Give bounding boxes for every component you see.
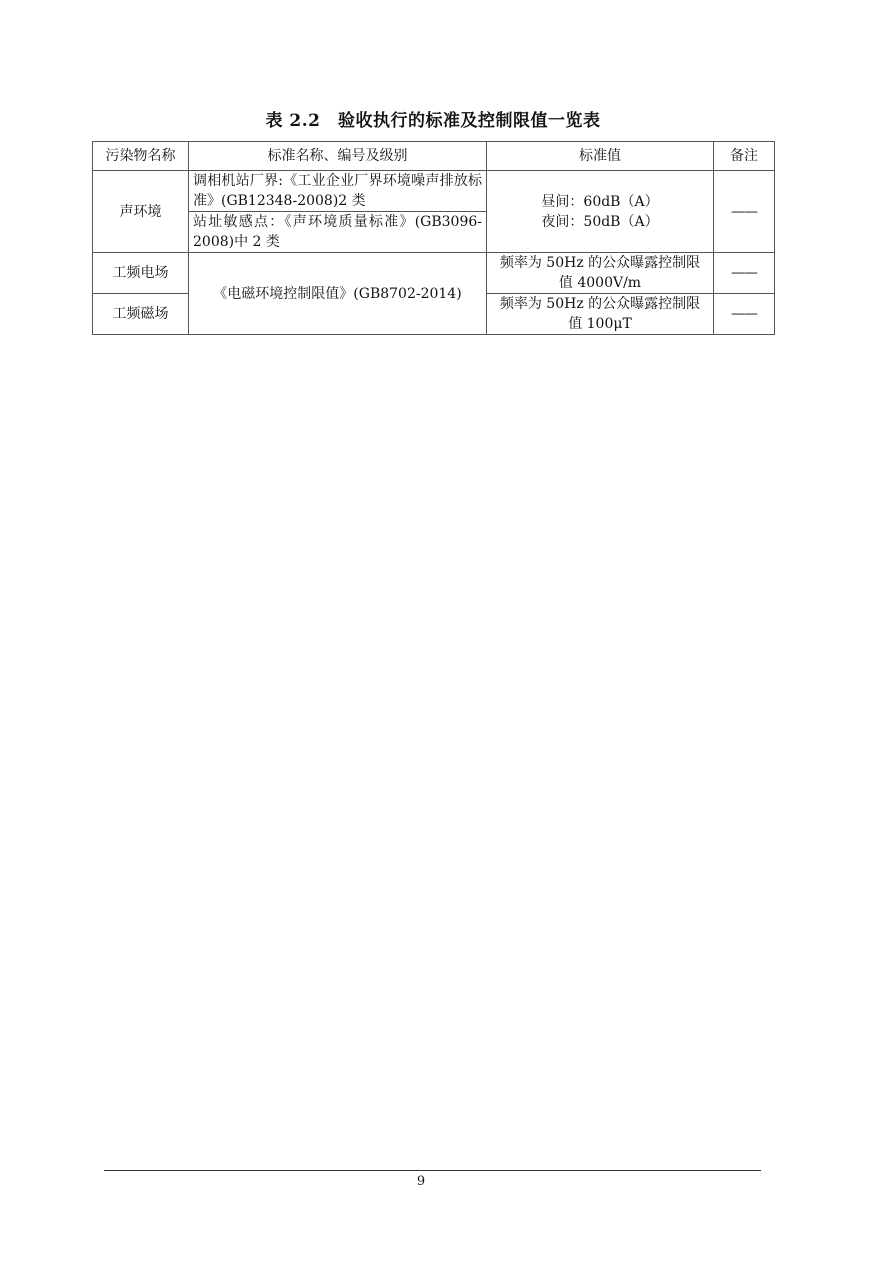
standards-table [92, 141, 775, 335]
table-row-electric-field [93, 253, 775, 294]
cell-electric-name: 工频电场 [93, 253, 189, 294]
header-standard: 标准名称、编号及级别 [189, 142, 487, 171]
cell-noise-value [487, 171, 714, 253]
magnetic-value-line1: 频率为 50Hz 的公众曝露控制限 [499, 296, 701, 312]
header-value: 标准值 [487, 142, 714, 171]
header-remark: 备注 [714, 142, 775, 171]
table-title: 表 2.2 验收执行的标准及控制限值一览表 [265, 111, 601, 131]
cell-noise-remark: —— [714, 171, 775, 253]
cell-electric-remark: —— [714, 253, 775, 294]
cell-magnetic-remark: —— [714, 294, 775, 335]
electric-value-line1: 频率为 50Hz 的公众曝露控制限 [499, 255, 701, 271]
footer-divider [104, 1170, 761, 1171]
cell-em-standard: 《电磁环境控制限值》(GB8702-2014) [189, 253, 487, 335]
cell-magnetic-name: 工频磁场 [93, 294, 189, 335]
page-number: 9 [416, 1174, 426, 1189]
table-header-row [93, 142, 775, 171]
cell-noise-standard-sensitive: 站址敏感点：《声环境质量标准》(GB3096-2008)中 2 类 [189, 212, 487, 253]
table-row-noise-boundary [93, 171, 775, 212]
noise-value-night: 夜间：50dB（A） [541, 213, 659, 230]
electric-value-line2: 值 4000V/m [558, 275, 642, 291]
magnetic-value-line2: 值 100μT [568, 316, 632, 332]
cell-electric-value [487, 253, 714, 294]
cell-noise-standard-boundary: 调相机站厂界:《工业企业厂界环境噪声排放标准》(GB12348-2008)2 类 [189, 171, 487, 212]
header-pollutant: 污染物名称 [93, 142, 189, 171]
cell-magnetic-value [487, 294, 714, 335]
cell-noise-name: 声环境 [93, 171, 189, 253]
noise-value-day: 昼间：60dB（A） [541, 193, 659, 210]
